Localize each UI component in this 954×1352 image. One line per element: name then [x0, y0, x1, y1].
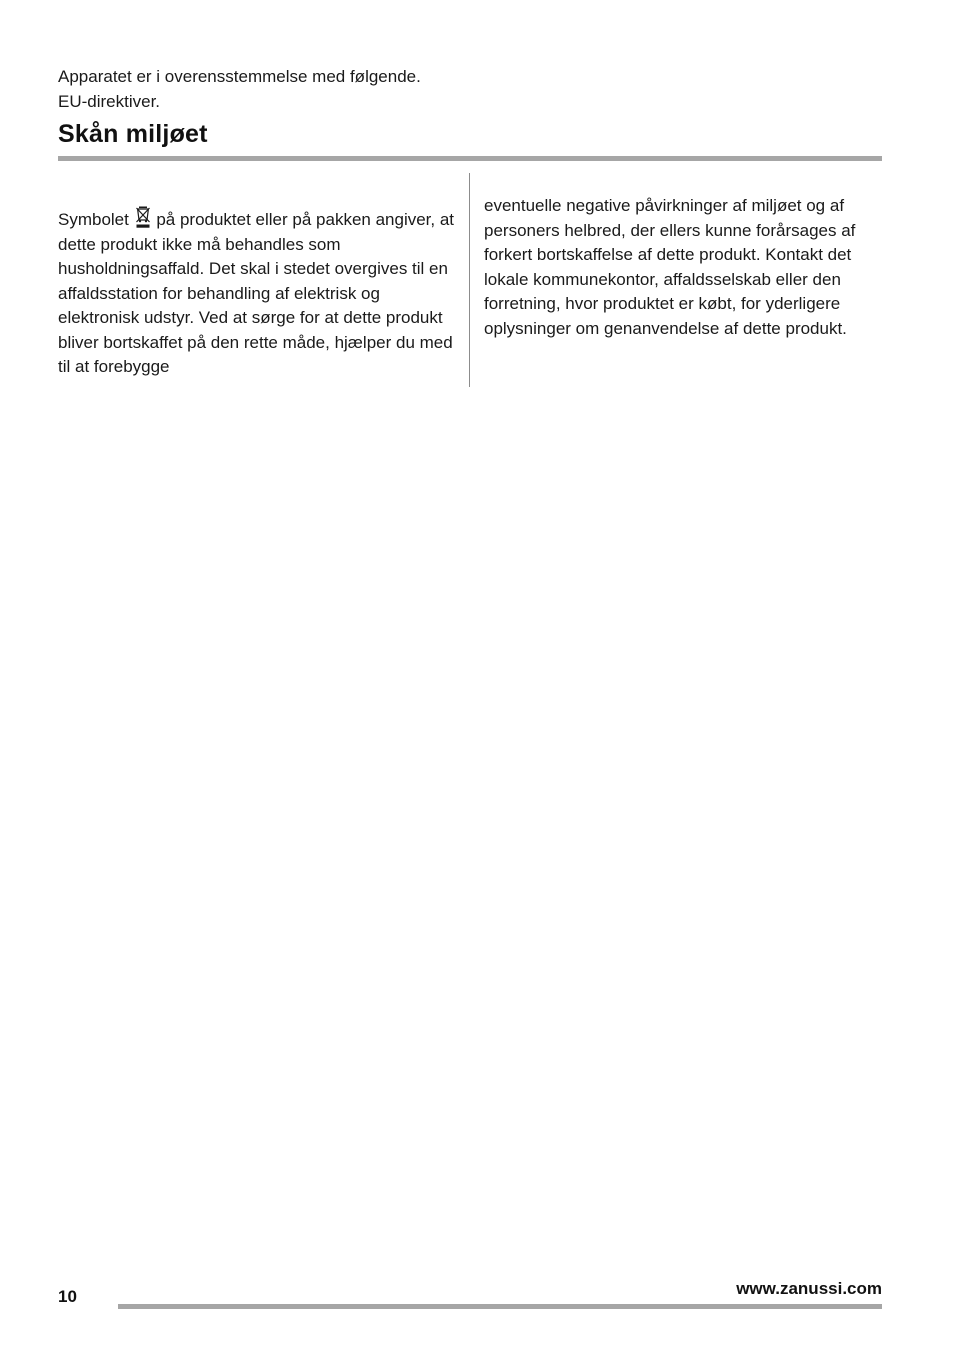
column-divider	[469, 173, 470, 387]
footer-url: www.zanussi.com	[736, 1279, 882, 1298]
body-column-left	[58, 205, 456, 380]
page-number: 10	[58, 1287, 77, 1306]
intro-line-1: Apparatet er i overensstemmelse med følgende.	[58, 67, 421, 86]
body-left-after-icon: på produktet eller på pakken angiver, at dette produkt ikke må behandles som husholdningsaffald. Det skal i stedet overgives til en affaldsstation for behandling af elektrisk og elektronisk udstyr. Ved at sørge for at dette produkt bliver bortskaffet på den rette måde, hjælper du med til at forebygge	[58, 210, 455, 376]
body-left-before-icon: Symbolet	[58, 210, 134, 229]
footer-rule	[118, 1304, 882, 1309]
body-paragraph-left	[58, 205, 456, 380]
intro-line-2: EU-direktiver.	[58, 92, 161, 111]
intro-text	[58, 64, 478, 114]
crossed-out-wheelie-bin-icon	[135, 205, 151, 229]
body-paragraph-right: eventuelle negative påvirkninger af miljøet og af personers helbred, der ellers kunne forårsages af forkert bortskaffelse af dette produkt. Kontakt det lokale kommunekontor, affaldsselskab eller den forretning, hvor produktet er købt, for yderligere oplysninger om genanvendelse af dette produkt.	[484, 196, 856, 338]
section-title-rule	[58, 156, 882, 161]
body-column-right	[484, 194, 884, 341]
section-title: Skån miljøet	[58, 120, 208, 148]
